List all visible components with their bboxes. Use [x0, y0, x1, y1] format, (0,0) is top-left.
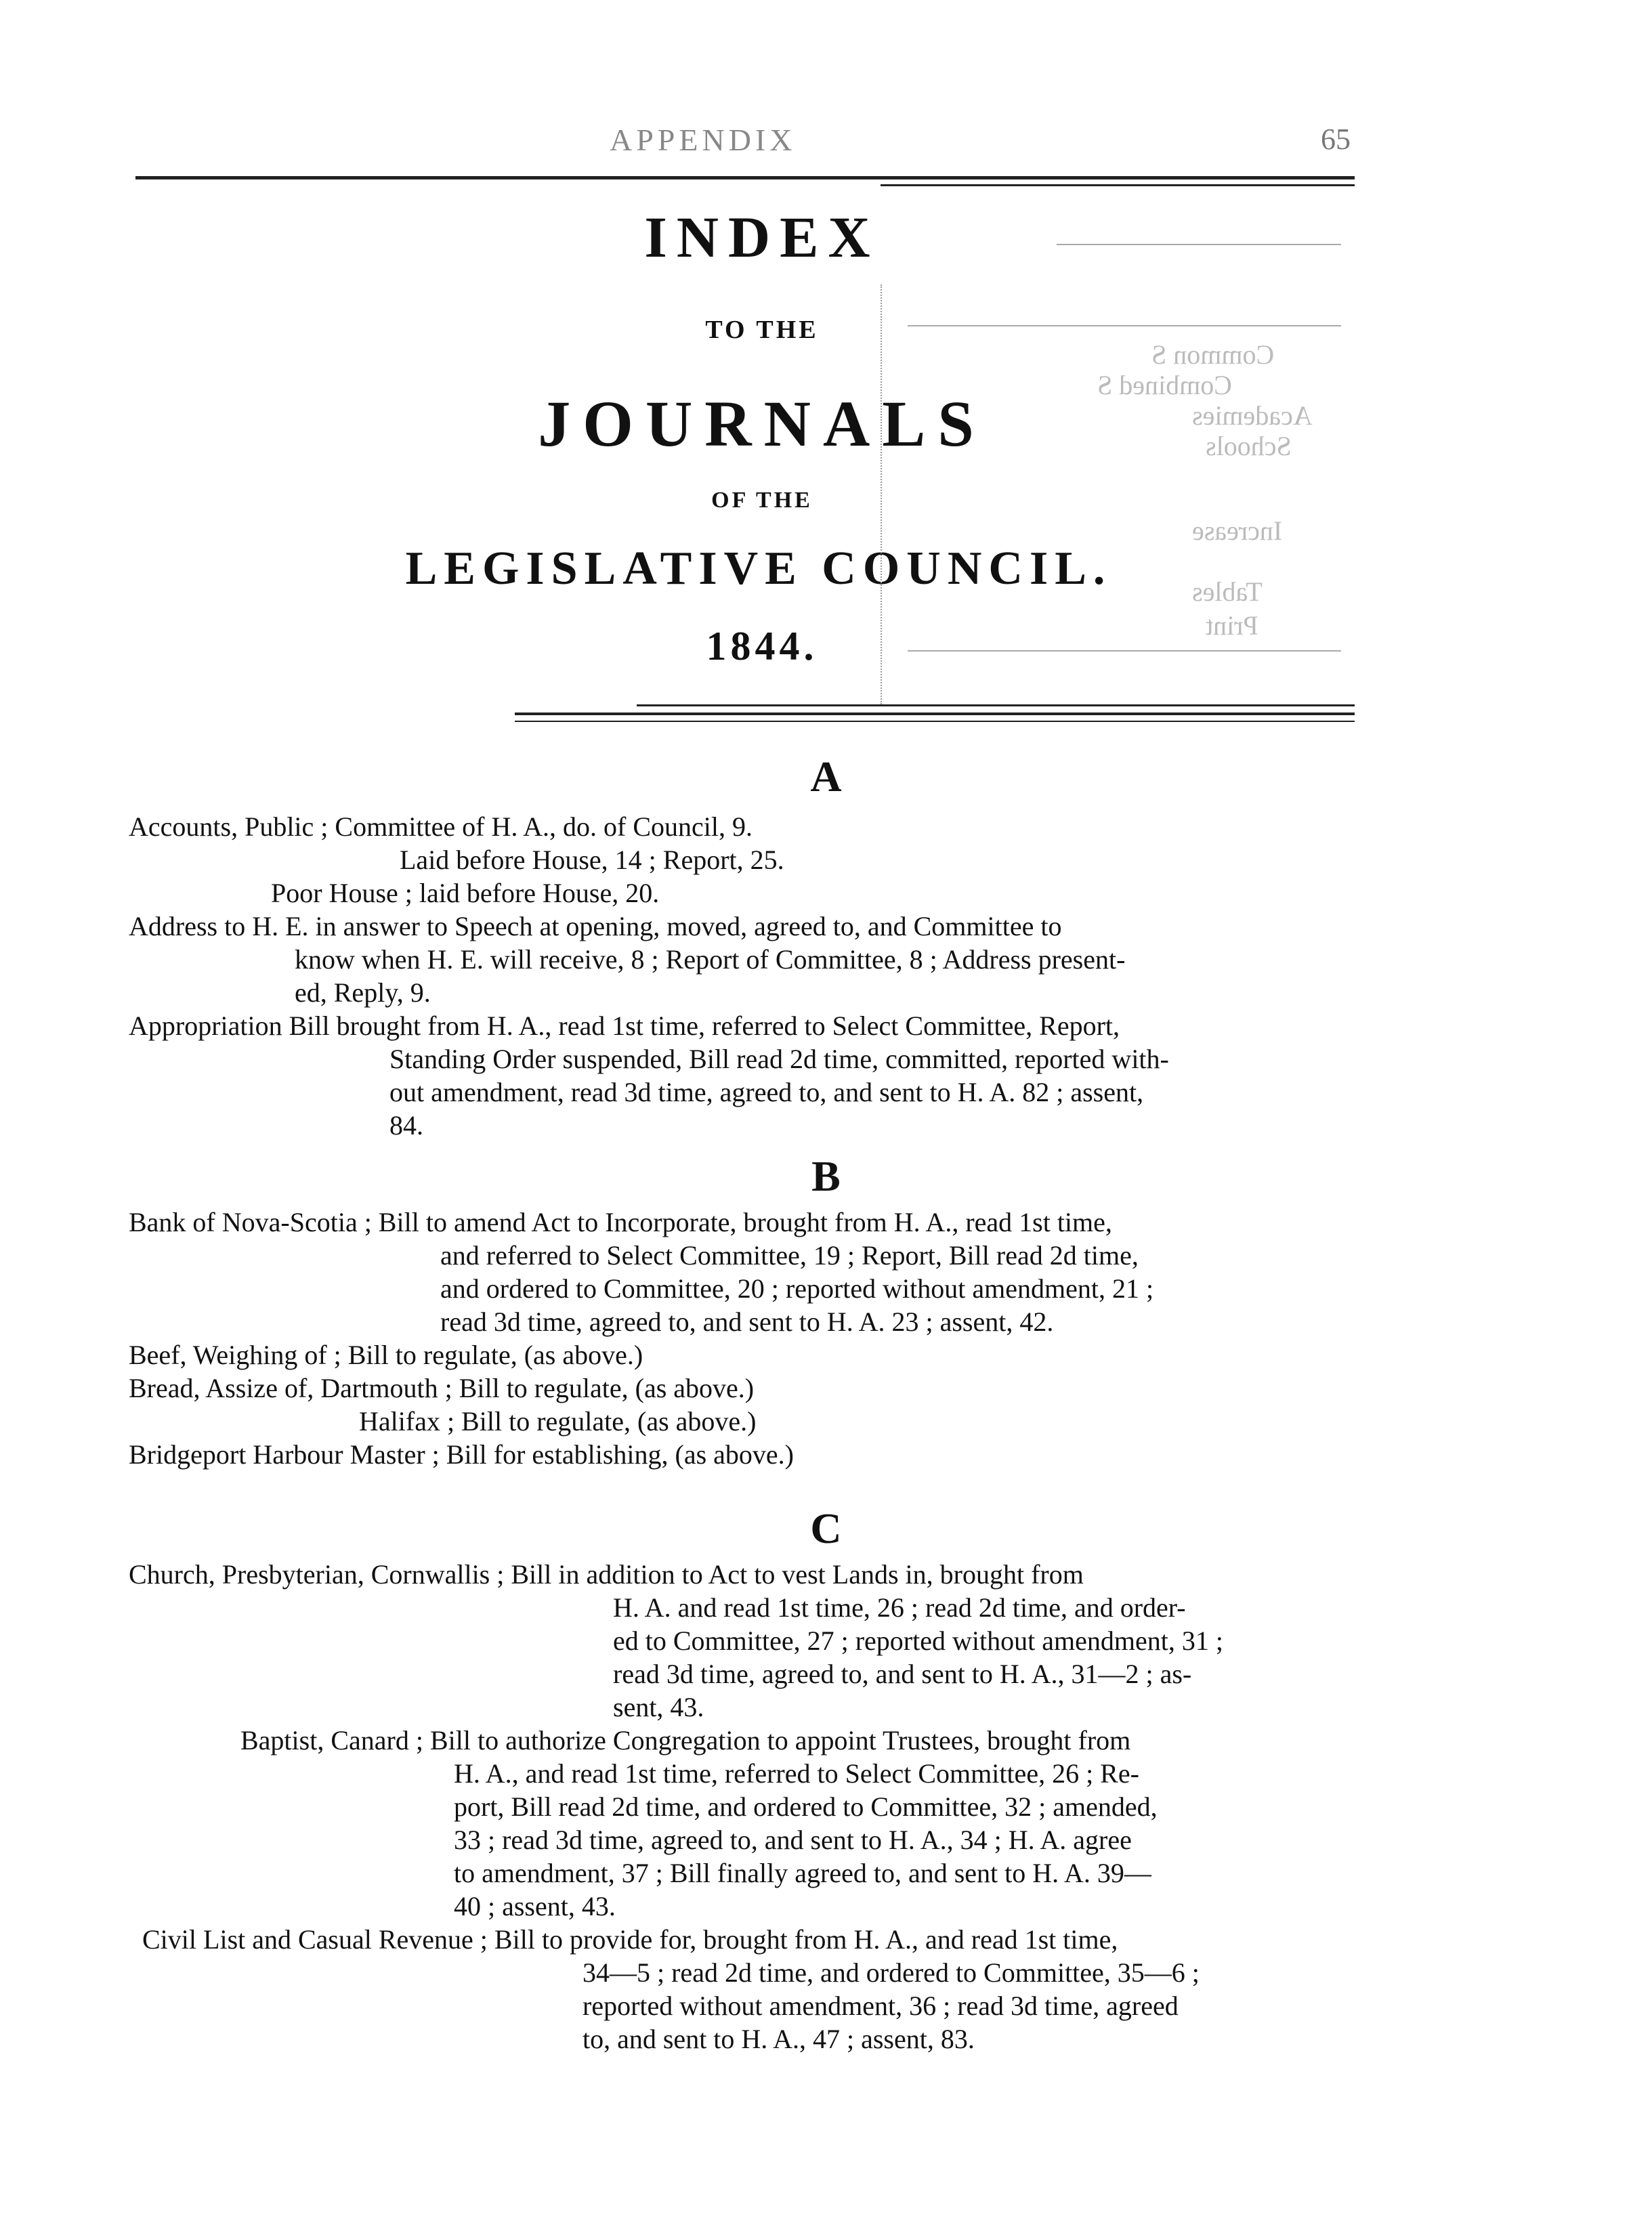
entry-line: Bank of Nova-Scotia ; Bill to amend Act to Incorporate, brought from H. A., read 1st time,	[129, 1207, 1112, 1237]
entry-line: Halifax ; Bill to regulate, (as above.)	[359, 1406, 757, 1437]
bleed-through-text: Print	[1206, 610, 1258, 641]
index-entry	[129, 1724, 1368, 1923]
section-b-entries	[129, 1206, 1368, 1471]
entry-line: Standing Order suspended, Bill read 2d time, committed, reported with-	[389, 1044, 1169, 1074]
entry-line: Appropriation Bill brought from H. A., read 1st time, referred to Select Committee, Report,	[129, 1011, 1120, 1041]
bleed-through-rule	[1057, 244, 1341, 245]
entry-line: ed to Committee, 27 ; reported without amendment, 31 ;	[613, 1625, 1223, 1656]
index-entry	[129, 1558, 1368, 1724]
entry-line: Poor House ; laid before House, 20.	[271, 878, 660, 908]
entry-line: Address to H. E. in answer to Speech at opening, moved, agreed to, and Committee to	[129, 911, 1062, 941]
entry-line: and referred to Select Committee, 19 ; Report, Bill read 2d time,	[440, 1240, 1139, 1271]
entry-line: and ordered to Committee, 20 ; reported without amendment, 21 ;	[440, 1273, 1154, 1304]
entry-line: port, Bill read 2d time, and ordered to Committee, 32 ; amended,	[454, 1791, 1158, 1822]
index-entry	[129, 1206, 1368, 1338]
bleed-through-text: Schools	[1206, 431, 1292, 461]
bleed-through-text: Tables	[1192, 576, 1263, 607]
index-entry	[129, 910, 1368, 1009]
entry-line: Bread, Assize of, Dartmouth ; Bill to regulate, (as above.)	[129, 1373, 755, 1403]
entry-line: 40 ; assent, 43.	[454, 1891, 616, 1921]
running-head: APPENDIX	[610, 123, 797, 157]
bleed-through-text: Combined S	[1097, 370, 1232, 400]
entry-line: Beef, Weighing of ; Bill to regulate, (as above.)	[129, 1340, 643, 1370]
title-of-the: OF THE	[711, 488, 813, 513]
entry-line: to, and sent to H. A., 47 ; assent, 83.	[583, 2024, 975, 2054]
entry-line: ed, Reply, 9.	[295, 977, 431, 1008]
title-year: 1844.	[706, 624, 818, 668]
entry-line: 84.	[389, 1110, 423, 1141]
bleed-through-rule	[908, 650, 1341, 652]
entry-line: reported without amendment, 36 ; read 3d time, agreed	[583, 1991, 1179, 2021]
page-number: 65	[1321, 123, 1351, 156]
title-journals: JOURNALS	[538, 387, 986, 460]
entry-line: Church, Presbyterian, Cornwallis ; Bill in addition to Act to vest Lands in, brought from	[129, 1559, 1084, 1590]
entry-line: to amendment, 37 ; Bill finally agreed to, and sent to H. A. 39—	[454, 1858, 1151, 1888]
bleed-through-text: Common S	[1151, 339, 1275, 370]
top-rule	[135, 176, 1355, 179]
index-entry	[129, 1923, 1368, 2056]
entry-line: 34—5 ; read 2d time, and ordered to Committee, 35—6 ;	[583, 1957, 1200, 1988]
entry-line: know when H. E. will receive, 8 ; Report of Committee, 8 ; Address present-	[295, 944, 1126, 975]
entry-line: 33 ; read 3d time, agreed to, and sent to H. A., 34 ; H. A. agree	[454, 1825, 1132, 1855]
section-c-entries	[129, 1558, 1368, 2056]
section-letter-b: B	[811, 1152, 841, 1200]
title-index: INDEX	[644, 205, 880, 270]
title-to-the: TO THE	[705, 316, 819, 344]
bleed-through-text: Increase	[1192, 515, 1283, 546]
entry-line: read 3d time, agreed to, and sent to H. A. 23 ; assent, 42.	[440, 1306, 1054, 1337]
top-rule-secondary	[881, 184, 1355, 186]
title-rule	[515, 721, 1355, 722]
index-entry	[129, 1338, 1368, 1371]
entry-line: H. A. and read 1st time, 26 ; read 2d time, and order-	[613, 1592, 1186, 1623]
index-entry	[129, 1371, 1368, 1438]
title-rule	[637, 704, 1355, 706]
entry-line: out amendment, read 3d time, agreed to, and sent to H. A. 82 ; assent,	[389, 1077, 1144, 1107]
index-entry	[129, 1009, 1368, 1142]
title-rule	[515, 713, 1355, 715]
entry-line: sent, 43.	[613, 1692, 704, 1722]
section-letter-a: A	[810, 752, 842, 801]
entry-line: Baptist, Canard ; Bill to authorize Congregation to appoint Trustees, brought from	[240, 1725, 1131, 1756]
section-a-entries	[129, 810, 1368, 1142]
index-entry	[129, 1438, 1368, 1471]
bleed-through-rule	[908, 325, 1341, 326]
entry-line: Civil List and Casual Revenue ; Bill to provide for, brought from H. A., and read 1st time,	[142, 1924, 1118, 1955]
bleed-through-text: Academies	[1192, 400, 1313, 431]
title-legislative-council: LEGISLATIVE COUNCIL.	[405, 543, 1112, 595]
entry-line: Laid before House, 14 ; Report, 25.	[400, 845, 784, 875]
entry-line: H. A., and read 1st time, referred to Select Committee, 26 ; Re-	[454, 1758, 1139, 1789]
entry-line: Bridgeport Harbour Master ; Bill for establishing, (as above.)	[129, 1439, 794, 1470]
entry-line: read 3d time, agreed to, and sent to H. A., 31—2 ; as-	[613, 1659, 1192, 1689]
bleed-through-divider	[881, 284, 882, 704]
index-entry	[129, 810, 1368, 910]
section-letter-c: C	[810, 1504, 842, 1552]
entry-line: Accounts, Public ; Committee of H. A., do. of Council, 9.	[129, 811, 753, 842]
